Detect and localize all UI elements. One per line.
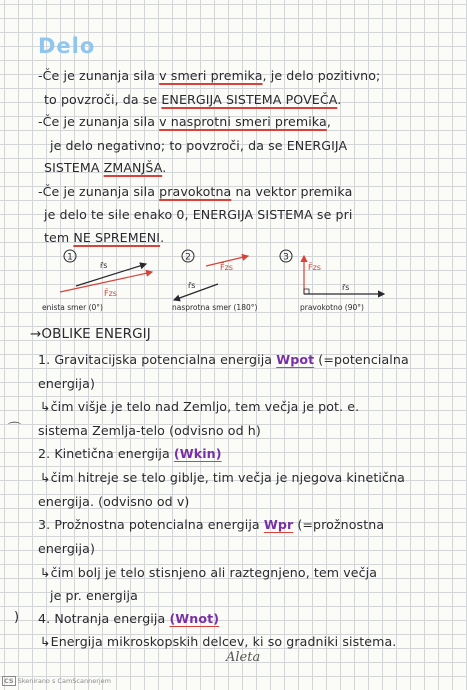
- item3-line2: energija): [38, 541, 95, 556]
- case3-diagram: [280, 250, 384, 312]
- item1-line2: energija): [38, 376, 95, 391]
- case1-force-label: F̄zs: [104, 289, 117, 298]
- para2-line3: SISTEMA ZMANJŠA.: [44, 160, 167, 175]
- item3-line1: 3. Prožnostna potencialna energija Wpr (=prožnostna: [38, 517, 385, 532]
- arrow-right-icon: →: [30, 326, 42, 342]
- case2-caption: nasprotna smer (180°): [172, 303, 258, 312]
- para3-line3: tem NE SPREMENI.: [44, 230, 165, 245]
- case1-diagram: [42, 250, 152, 312]
- item1-line1: 1. Gravitacijska potencialna energija Wpot (=potencialna: [38, 352, 409, 367]
- camscanner-badge: CS: [4, 677, 14, 685]
- case2-number: 2: [185, 252, 191, 263]
- case3-right-angle-mark: [304, 289, 309, 294]
- margin-bracket: ⌒: [8, 422, 22, 437]
- item2-line2: ↳čim hitreje se telo giblje, tim večja je njegova kinetična: [40, 470, 405, 485]
- section-heading: →OBLIKE ENERGIJ: [30, 326, 151, 342]
- item2-line3: energija. (odvisno od v): [38, 494, 190, 509]
- para1-line1: -Če je zunanja sila v smeri premika, je delo pozitivno;: [38, 68, 381, 83]
- margin-bracket: ): [14, 610, 20, 625]
- return-arrow-icon: ↳: [40, 634, 51, 649]
- scanner-footer: [2, 676, 111, 686]
- item1-line3: ↳čim višje je telo nad Zemljo, tem večja je pot. e.: [40, 399, 360, 414]
- return-arrow-icon: ↳: [40, 399, 51, 414]
- case3-force-label: F̄zs: [308, 263, 321, 272]
- para2-line2: je delo negativno; to povzroči, da se ENERGIJA: [50, 138, 348, 153]
- item4-line1: 4. Notranja energija (Wnot): [38, 611, 220, 626]
- footer-text: Skenirano s CamScannerjem: [17, 677, 112, 685]
- item4-line2: ↳Energija mikroskopskih delcev, ki so gradniki sistema.: [40, 634, 397, 649]
- para3-line2: je delo te sile enako 0, ENERGIJA SISTEMA se pri: [44, 207, 353, 222]
- return-arrow-icon: ↳: [40, 470, 51, 485]
- para1-line2: to povzroči, da se ENERGIJA SISTEMA POVEČA.: [44, 92, 342, 107]
- item3-line3: ↳čim bolj je telo stisnjeno ali raztegnjeno, tem večja: [40, 565, 378, 580]
- case1-displacement-label: r̄s: [100, 261, 108, 270]
- return-arrow-icon: ↳: [40, 565, 51, 580]
- signature: Aleta: [226, 650, 261, 665]
- case3-caption: pravokotno (90°): [300, 303, 364, 312]
- para3-line1: -Če je zunanja sila pravokotna na vektor premika: [38, 184, 353, 199]
- case2-force-label: F̄zs: [220, 263, 233, 272]
- item1-line4: sistema Zemlja-telo (odvisno od h): [38, 423, 261, 438]
- item3-line4: je pr. energija: [50, 588, 138, 603]
- case1-caption: enista smer (0°): [42, 303, 103, 312]
- case2-diagram: [172, 250, 257, 312]
- item2-line1: 2. Kinetična energija (Wkin): [38, 446, 222, 461]
- case3-number: 3: [283, 252, 289, 263]
- page-title: Delo: [38, 34, 96, 58]
- work-direction-diagram: [38, 248, 433, 318]
- para2-line1: -Če je zunanja sila v nasprotni smeri premika,: [38, 114, 331, 129]
- case2-displacement-label: r̄s: [188, 281, 196, 290]
- case1-number: 1: [67, 252, 73, 263]
- case2-displacement-arrow: [174, 284, 218, 300]
- case3-displacement-label: r̄s: [342, 283, 350, 292]
